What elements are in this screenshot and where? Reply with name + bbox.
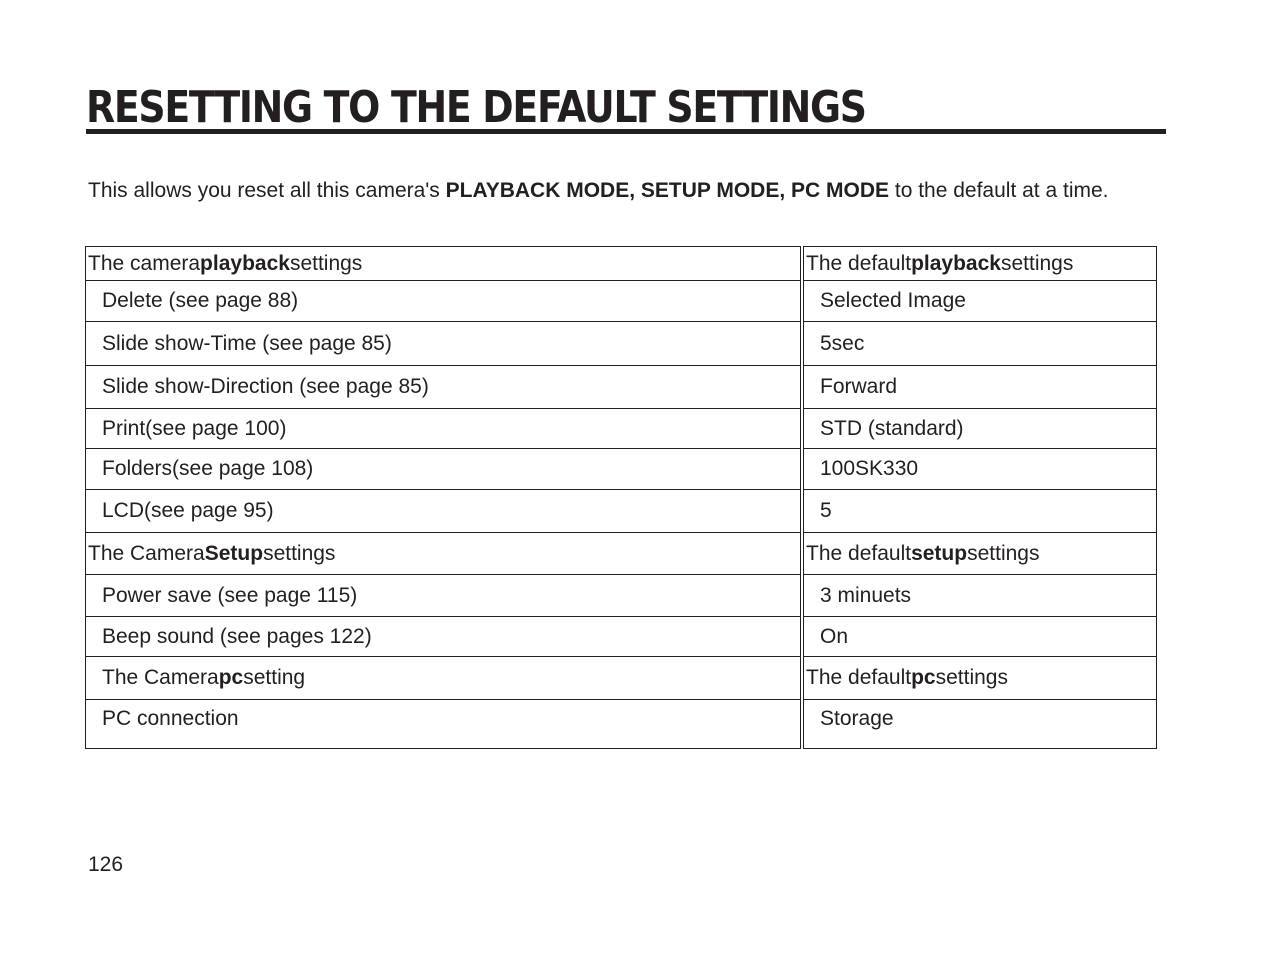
header-text: settings bbox=[289, 251, 363, 275]
pc-header bbox=[86, 657, 800, 700]
table-row: PC connection bbox=[102, 707, 239, 730]
header-text: The default bbox=[806, 541, 912, 565]
table-row: 5sec bbox=[804, 322, 1156, 366]
table-row: Forward bbox=[804, 366, 1156, 409]
header-bold: setup bbox=[911, 541, 968, 565]
setup-header bbox=[86, 533, 800, 575]
default-pc-header bbox=[804, 657, 1156, 700]
intro-modes: PLAYBACK MODE, SETUP MODE, PC MODE bbox=[445, 179, 890, 202]
table-row: STD (standard) bbox=[804, 409, 1156, 449]
page-number: 126 bbox=[88, 853, 124, 876]
header-bold: pc bbox=[911, 666, 936, 689]
header-text: The Camera bbox=[102, 666, 219, 689]
table-row: 3 minuets bbox=[804, 575, 1156, 617]
camera-settings-table bbox=[85, 246, 801, 749]
header-text: settings bbox=[1000, 251, 1074, 275]
default-playback-header bbox=[804, 247, 1156, 281]
default-setup-header bbox=[804, 533, 1156, 575]
header-bold: playback bbox=[911, 251, 1001, 275]
header-bold: playback bbox=[200, 251, 290, 275]
intro-prefix: This allows you reset all this camera's bbox=[88, 179, 446, 202]
table-row: Slide show-Time (see page 85) bbox=[86, 322, 800, 366]
header-text: settings bbox=[935, 666, 1008, 689]
header-text: setting bbox=[243, 666, 306, 689]
table-row: 100SK330 bbox=[804, 449, 1156, 490]
table-row: Folders(see page 108) bbox=[86, 449, 800, 490]
table-row: LCD(see page 95) bbox=[86, 490, 800, 533]
header-text: The Camera bbox=[88, 541, 205, 565]
playback-header bbox=[86, 247, 800, 281]
table-row: Delete (see page 88) bbox=[86, 281, 800, 322]
page-title: RESETTING TO THE DEFAULT SETTINGS bbox=[86, 82, 866, 133]
intro-suffix: to the default at a time. bbox=[889, 179, 1109, 202]
table-row: Print(see page 100) bbox=[86, 409, 800, 449]
table-row: On bbox=[804, 617, 1156, 657]
header-text: The default bbox=[806, 251, 912, 275]
page-title-bar bbox=[86, 78, 1166, 134]
intro-paragraph bbox=[88, 173, 1168, 209]
table-row: 5 bbox=[804, 490, 1156, 533]
header-bold: pc bbox=[218, 666, 244, 689]
header-text: The default bbox=[806, 666, 912, 689]
table-row: Storage bbox=[820, 707, 894, 730]
header-text: settings bbox=[263, 541, 336, 565]
header-bold: Setup bbox=[204, 541, 264, 565]
table-row: Power save (see page 115) bbox=[86, 575, 800, 617]
table-row: Beep sound (see pages 122) bbox=[86, 617, 800, 657]
header-text: settings bbox=[967, 541, 1040, 565]
header-text: The camera bbox=[88, 251, 201, 275]
table-row: Slide show-Direction (see page 85) bbox=[86, 366, 800, 409]
table-row: Selected Image bbox=[804, 281, 1156, 322]
default-settings-table bbox=[803, 246, 1157, 749]
